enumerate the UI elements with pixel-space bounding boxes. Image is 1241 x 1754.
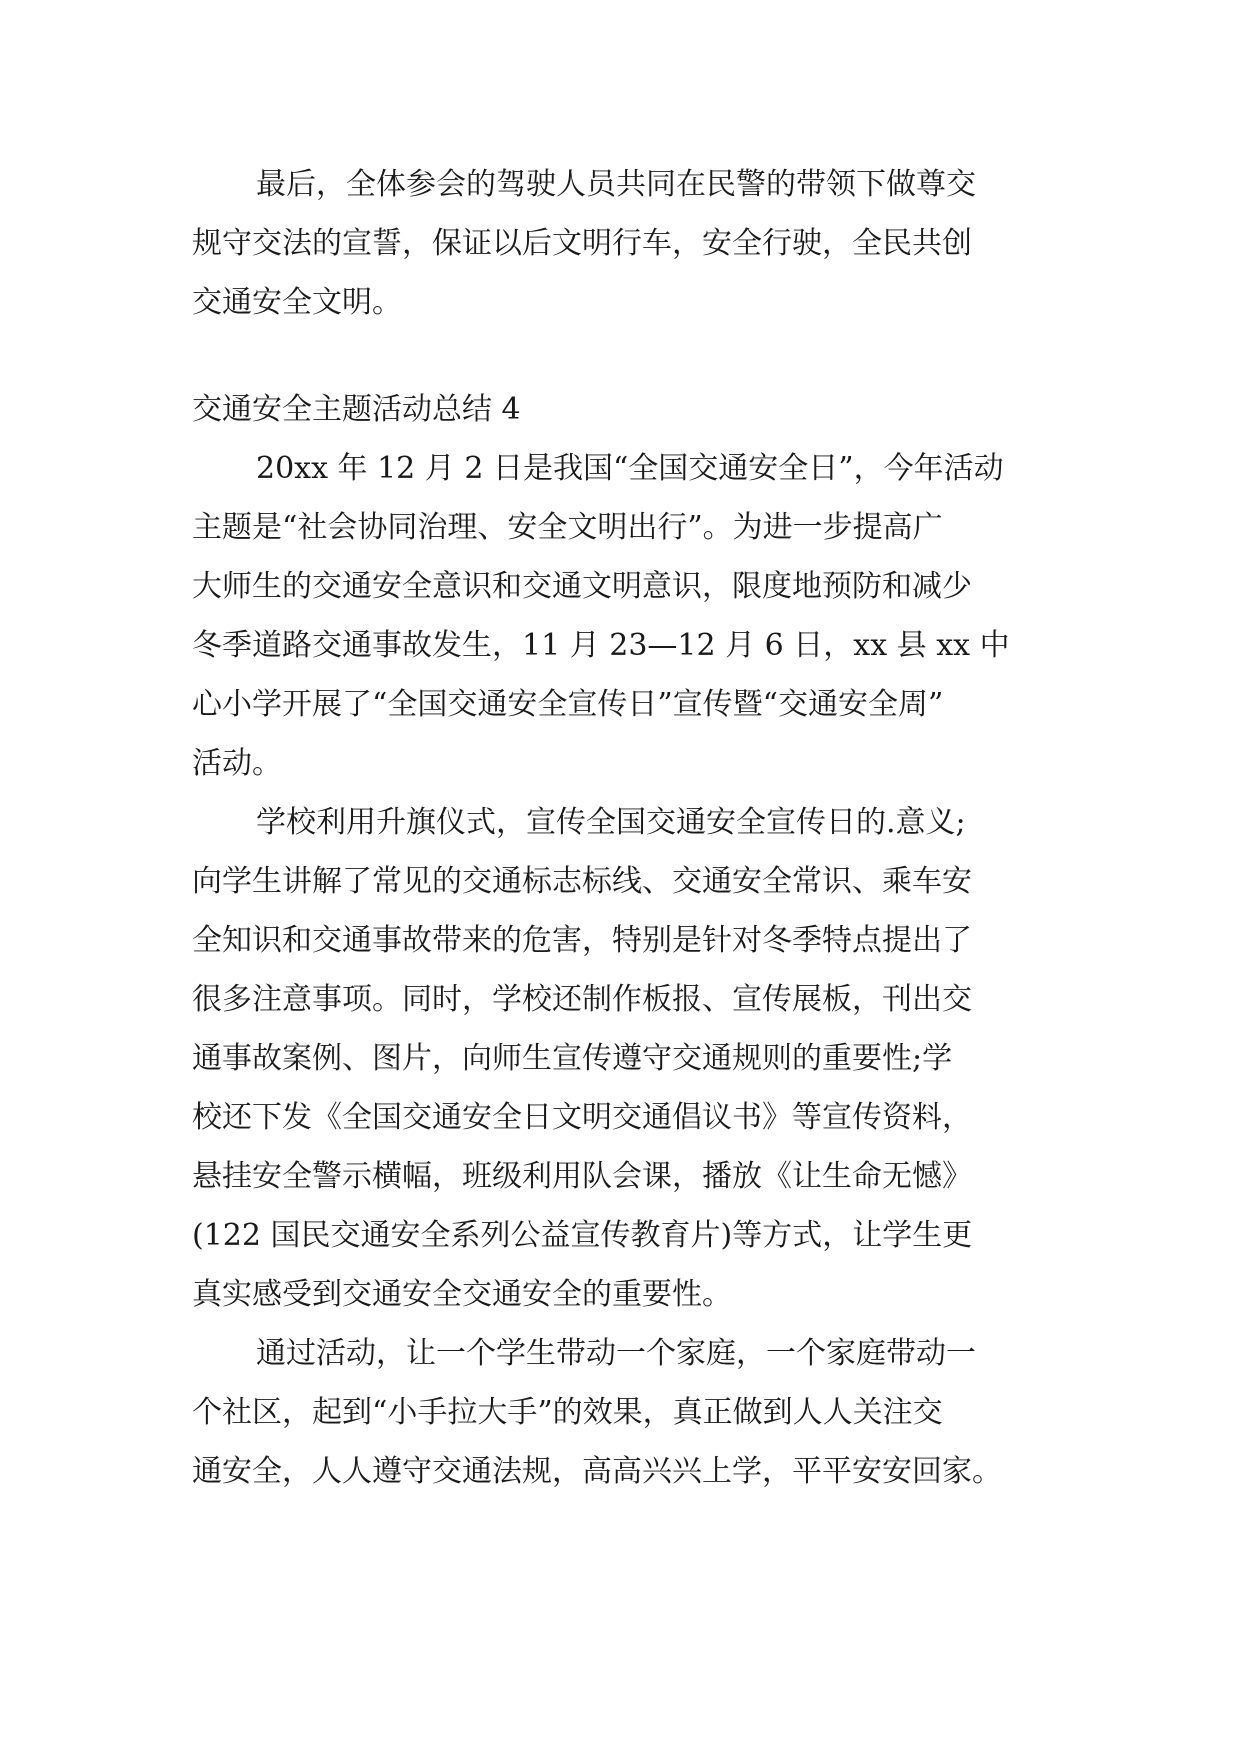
text-line: 活动。	[192, 746, 282, 781]
paragraph-gap	[192, 332, 1052, 380]
text-line: 真实感受到交通安全交通安全的重要性。	[192, 1277, 732, 1312]
text-line: 校还下发《全国交通安全日文明交通倡议书》等宣传资料，	[192, 1100, 972, 1135]
text-line: 心小学开展了“全国交通安全宣传日”宣传暨“交通安全周”	[192, 687, 944, 722]
text-line: 学校利用升旗仪式，宣传全国交通安全宣传日的.意义;	[256, 805, 966, 840]
text-line: 20xx 年 12 月 2 日是我国“全国交通安全日”，今年活动	[256, 451, 1004, 486]
text-line: 通过活动，让一个学生带动一个家庭，一个家庭带动一	[256, 1336, 976, 1371]
text-line: 很多注意事项。同时，学校还制作板报、宣传展板，刊出交	[192, 982, 972, 1017]
paragraph-school-activities	[192, 793, 1052, 1324]
text-line: 全知识和交通事故带来的危害，特别是针对冬季特点提出了	[192, 923, 972, 958]
document-body	[192, 155, 1052, 1501]
text-line: 规守交法的宣誓，保证以后文明行车，安全行驶，全民共创	[192, 226, 972, 261]
paragraph-conclusion	[192, 1324, 1052, 1501]
text-line: 悬挂安全警示横幅，班级利用队会课，播放《让生命无憾》	[192, 1159, 972, 1194]
paragraph-intro	[192, 439, 1052, 793]
paragraph-closing-oath	[192, 155, 1052, 332]
section-heading: 交通安全主题活动总结 4	[192, 392, 521, 427]
text-line: 通事故案例、图片，向师生宣传遵守交通规则的重要性;学	[192, 1041, 953, 1076]
text-line: (122 国民交通安全系列公益宣传教育片)等方式，让学生更	[192, 1218, 973, 1253]
text-line: 通安全，人人遵守交通法规，高高兴兴上学，平平安安回家。	[192, 1454, 1002, 1489]
text-line: 向学生讲解了常见的交通标志标线、交通安全常识、乘车安	[192, 864, 972, 899]
text-line: 主题是“社会协同治理、安全文明出行”。为进一步提高广	[192, 510, 943, 545]
text-line: 大师生的交通安全意识和交通文明意识，限度地预防和减少	[192, 569, 972, 604]
text-line: 最后，全体参会的驾驶人员共同在民警的带领下做尊交	[256, 167, 976, 202]
text-line: 个社区，起到“小手拉大手”的效果，真正做到人人关注交	[192, 1395, 943, 1430]
text-line: 冬季道路交通事故发生，11 月 23—12 月 6 日，xx 县 xx 中	[192, 628, 1010, 663]
text-line: 交通安全文明。	[192, 285, 402, 320]
